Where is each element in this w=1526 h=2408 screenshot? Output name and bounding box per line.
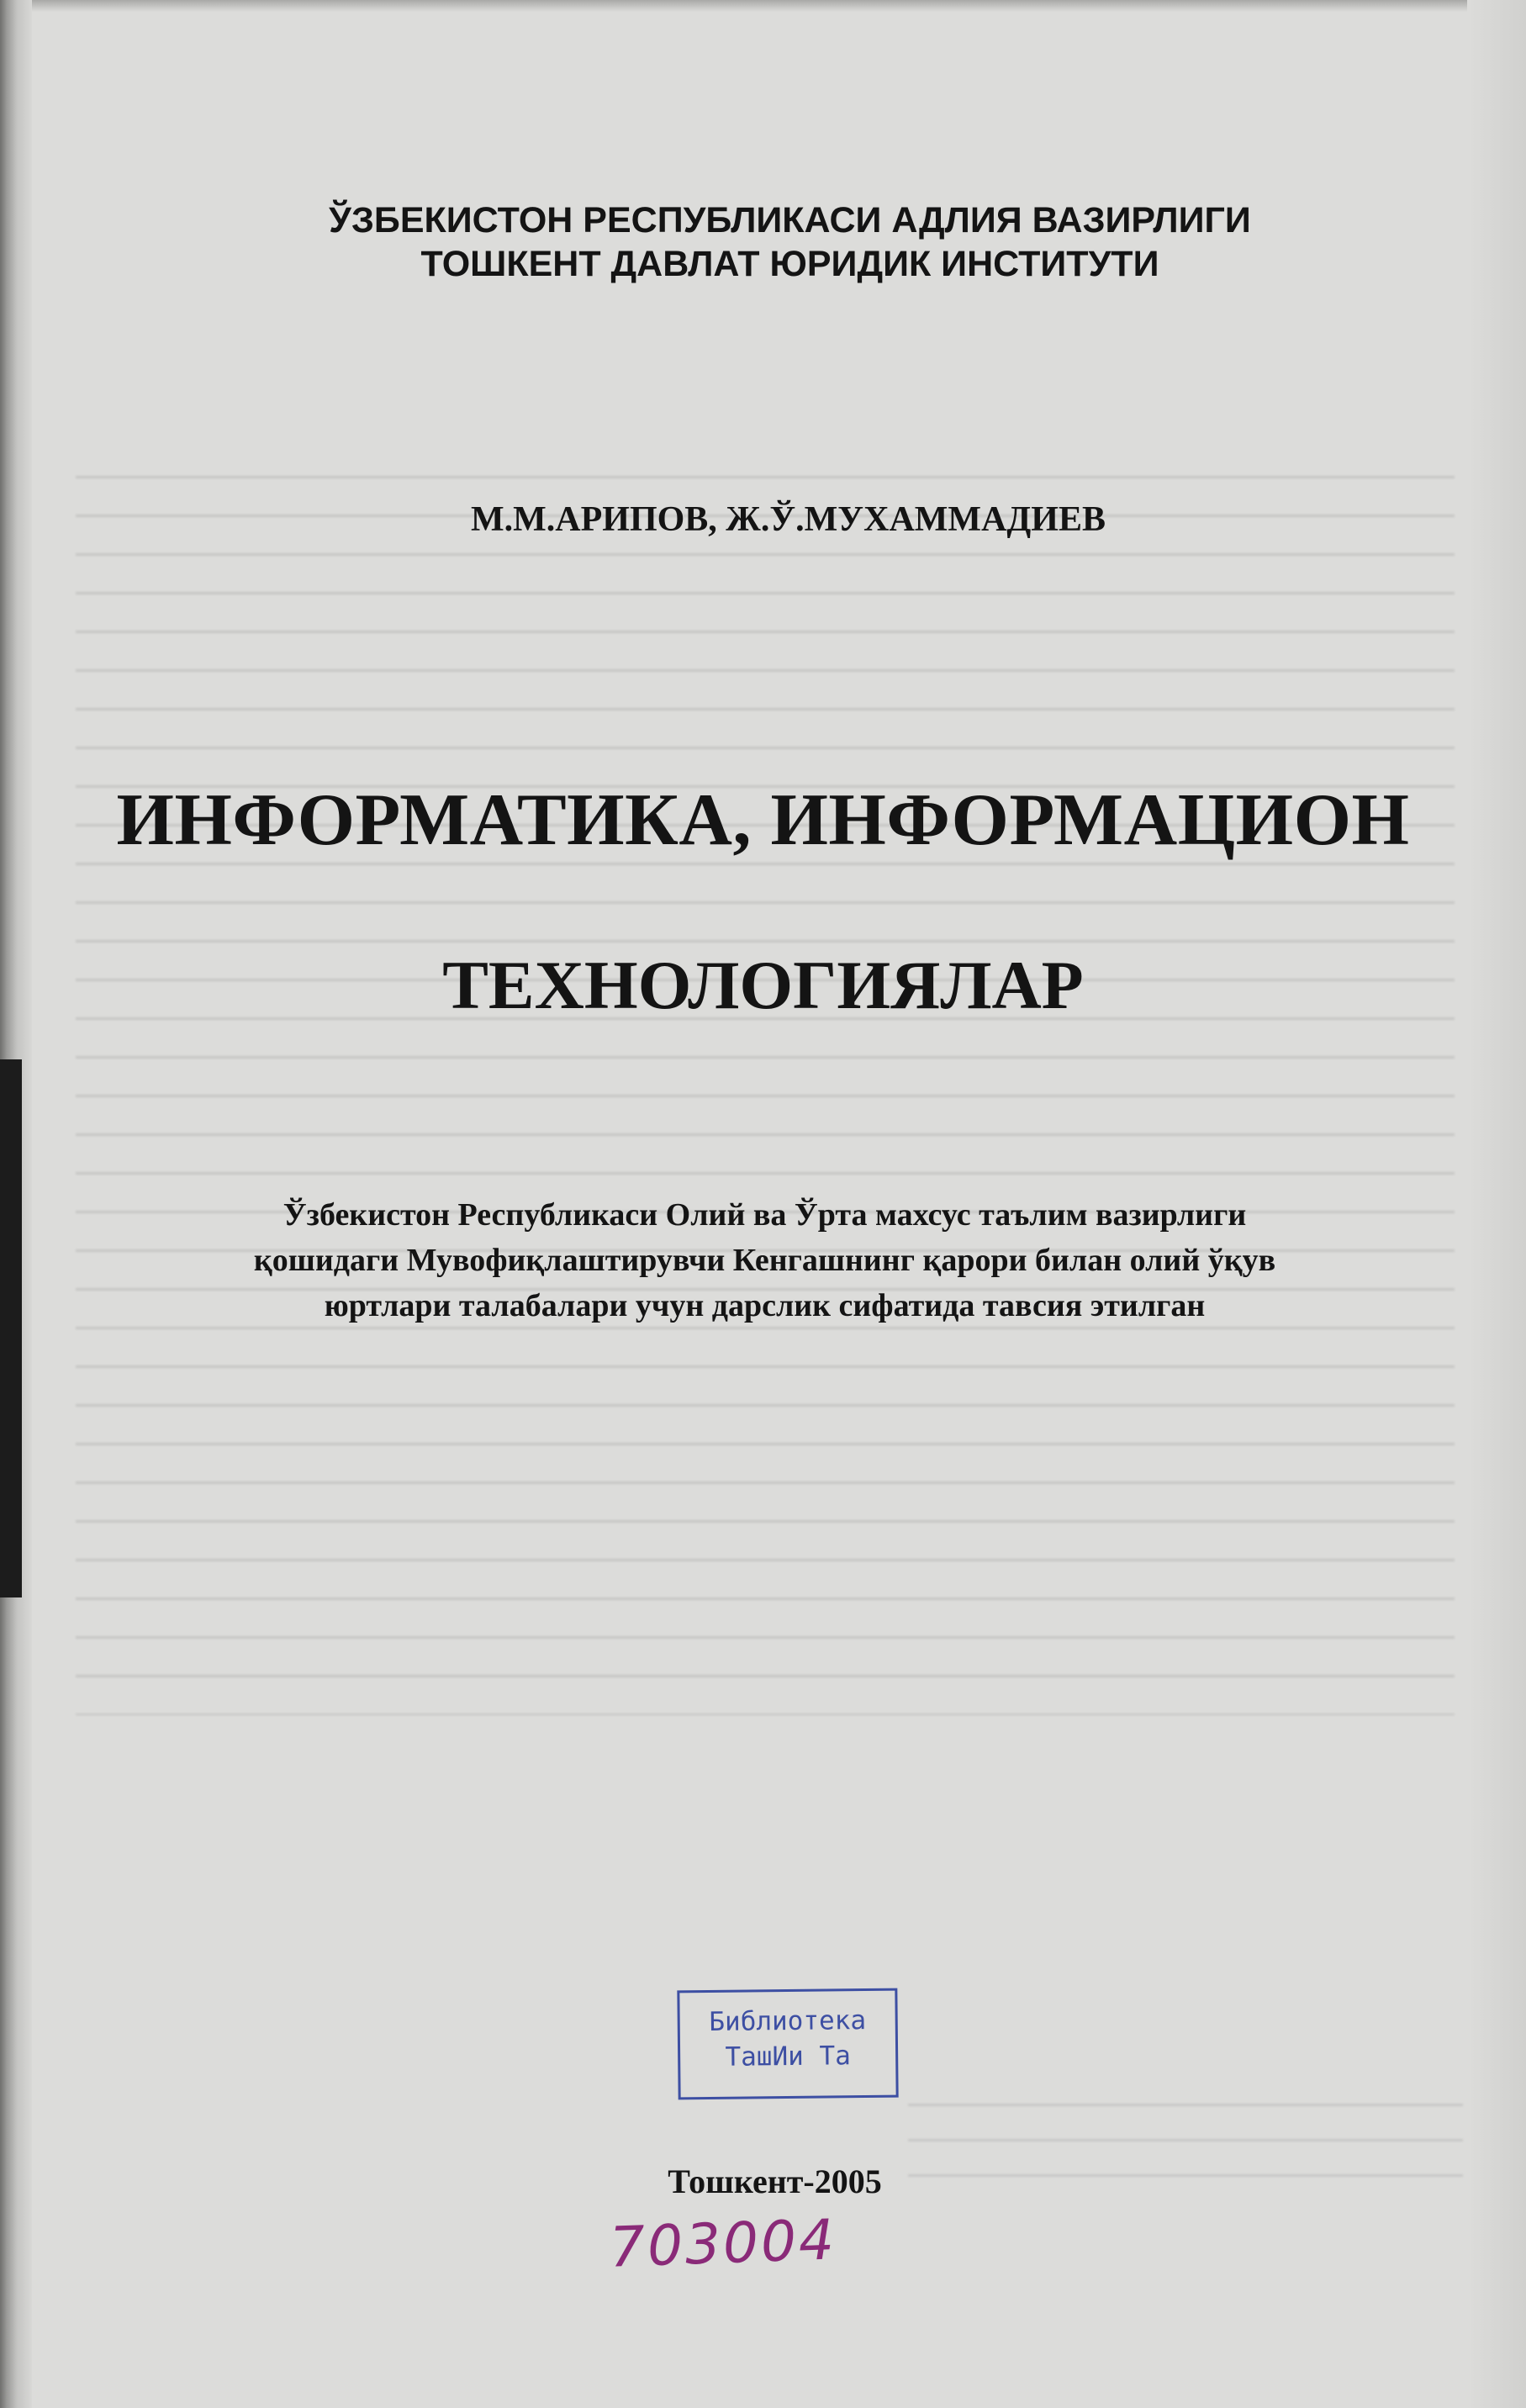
ministry-line-1: ЎЗБЕКИСТОН РЕСПУБЛИКАСИ АДЛИЯ ВАЗИРЛИГИ [329, 200, 1251, 240]
scan-dark-margin [0, 1059, 22, 1597]
scan-top-edge [0, 0, 1526, 12]
book-title-line-1: ИНФОРМАТИКА, ИНФОРМАЦИОН [116, 779, 1410, 861]
recommendation-line-1: Ўзбекистон Республикаси Олий ва Ўрта махсус таълим вазирлиги [282, 1197, 1247, 1233]
library-stamp-line-2: ТашИи Та [725, 2041, 851, 2073]
recommendation-note [2, 1192, 1526, 1328]
recommendation-line-2: қошидаги Мувофиқлаштирувчи Кенгашнинг қарори билан олий ўқув [253, 1243, 1276, 1278]
ministry-line-2: ТОШКЕНТ ДАВЛАТ ЮРИДИК ИНСТИТУТИ [420, 244, 1159, 284]
handwritten-inventory-number: 703004 [608, 2207, 838, 2280]
library-stamp [677, 1988, 898, 2100]
ministry-header [27, 198, 1526, 286]
authors: М.М.АРИПОВ, Ж.Ў.МУХАММАДИЕВ [471, 500, 1106, 539]
bleed-through-text [76, 454, 1455, 1715]
book-title-line-2: ТЕХНОЛОГИЯЛАР [442, 947, 1084, 1023]
library-stamp-line-1: Библиотека [709, 2005, 867, 2037]
recommendation-line-3: юртлари талабалари учун дарслик сифатида тавсия этилган [324, 1288, 1206, 1323]
imprint-city-year: Тошкент-2005 [668, 2162, 882, 2200]
